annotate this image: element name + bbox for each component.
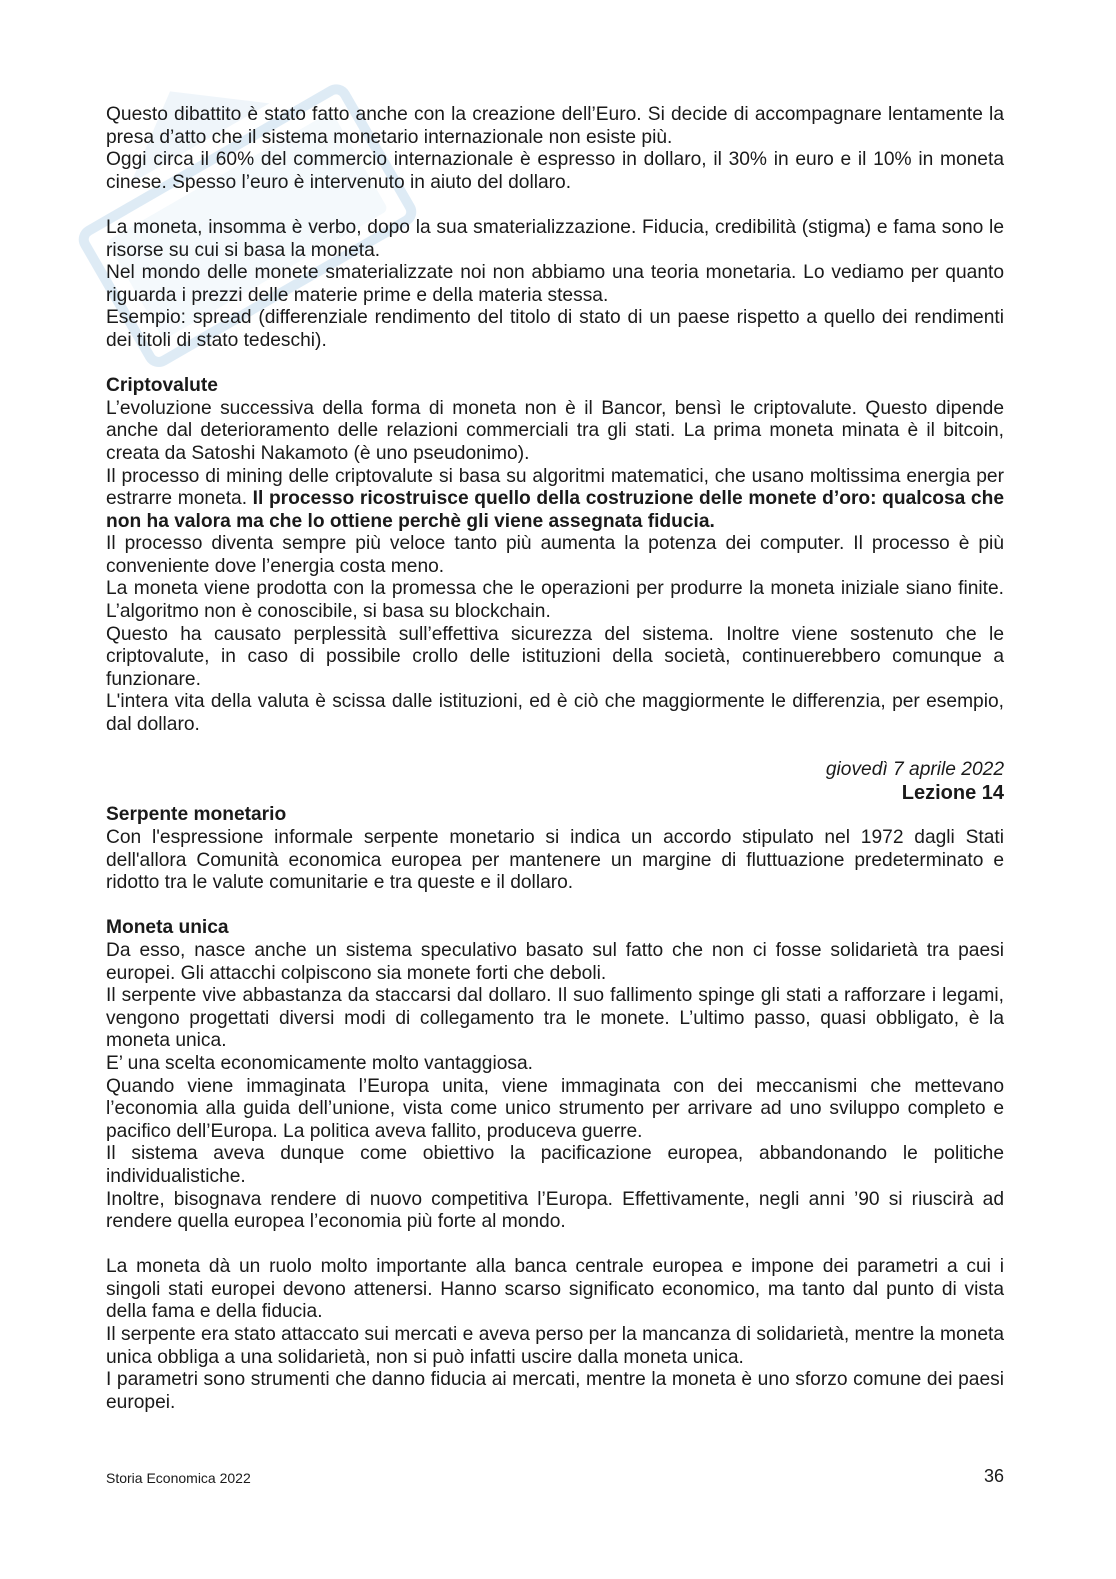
paragraph: I parametri sono strumenti che danno fiducia ai mercati, mentre la moneta è uno sforzo comune dei paesi europei. [106, 1369, 1004, 1413]
paragraph: Questo ha causato perplessità sull’effettiva sicurezza del sistema. Inoltre viene sostenuto che le criptovalute, in caso di possibile crollo delle istituzioni della società, continuerebbero comunque a funzionare. [106, 623, 1004, 690]
paragraph: Il sistema aveva dunque come obiettivo la pacificazione europea, abbandonando le politiche individualistiche. [106, 1143, 1004, 1187]
paragraph: Questo dibattito è stato fatto anche con la creazione dell’Euro. Si decide di accompagnare lentamente la presa d’atto che il sistema monetario internazionale non esiste più. [106, 104, 1004, 148]
paragraph: L’evoluzione successiva della forma di moneta non è il Bancor, bensì le criptovalute. Questo dipende anche dal deterioramento delle relazioni commerciali tra gli stati. La prima moneta minata è il bitcoin, creata da Satoshi Nakamoto (è uno pseudonimo). [106, 397, 1004, 464]
lesson-date: giovedì 7 aprile 2022 [825, 759, 1004, 781]
paragraph: E’ una scelta economicamente molto vantaggiosa. [106, 1052, 533, 1074]
paragraph-text: Il processo di mining delle criptovalute si basa su algoritmi matematici, che usano moltissima energia per estrarre moneta. [106, 465, 1004, 510]
paragraph: La moneta, insomma è verbo, dopo la sua smaterializzazione. Fiducia, credibilità (stigma) e fama sono le risorse su cui si basa la moneta. [106, 216, 1004, 261]
paragraph: Il processo diventa sempre più veloce tanto più aumenta la potenza dei computer. Il processo è più conveniente dove l’energia costa meno. [106, 533, 1004, 577]
paragraph: Inoltre, bisognava rendere di nuovo competitiva l’Europa. Effettivamente, negli anni ’90 si riuscirà ad rendere quella europea l’economia più forte al mondo. [106, 1188, 1004, 1233]
paragraph [106, 466, 1004, 534]
paragraph: Quando viene immaginata l’Europa unita, viene immaginata con dei meccanismi che mettevano l’economia alla guida dell’unione, vista come unico strumento per arrivare ad uno sviluppo completo e pacifico dell’Europa. La politica aveva fallito, produceva guerre. [106, 1075, 1004, 1142]
bold-statement: Il processo ricostruisce quello della costruzione delle monete d’oro: qualcosa che non ha valora ma che lo ottiene perchè gli viene assegnata fiducia. [106, 488, 1004, 532]
paragraph: Con l'espressione informale serpente monetario si indica un accordo stipulato nel 1972 dagli Stati dell'allora Comunità economica europea per mantenere un margine di fluttuazione predeterminato e ridotto tra le valute comunitarie e tra queste e il dollaro. [106, 827, 1004, 894]
paragraph: La moneta viene prodotta con la promessa che le operazioni per produrre la moneta iniziale siano finite. L’algoritmo non è conoscibile, si basa su blockchain. [106, 578, 1004, 623]
paragraph: La moneta dà un ruolo molto importante alla banca centrale europea e impone dei parametri a cui i singoli stati europei devono attenersi. Hanno scarso significato economico, ma tanto dal punto di vista della fama e della fiducia. [106, 1256, 1004, 1323]
section-heading-criptovalute: Criptovalute [106, 375, 218, 397]
paragraph: Oggi circa il 60% del commercio internazionale è espresso in dollaro, il 30% in euro e il 10% in moneta cinese. Spesso l’euro è intervenuto in aiuto del dollaro. [106, 149, 1004, 193]
paragraph: Il serpente vive abbastanza da staccarsi dal dollaro. Il suo fallimento spinge gli stati a rafforzare i legami, vengono progettati diversi modi di collegamento tra le monete. L’ultimo passo, quasi obbligato, è la moneta unica. [106, 985, 1004, 1052]
document-body [106, 104, 1004, 1414]
page-number: 36 [983, 1466, 1004, 1486]
lesson-title: Lezione 14 [901, 781, 1004, 804]
footer-title: Storia Economica 2022 [106, 1470, 251, 1486]
section-heading-moneta-unica: Moneta unica [106, 917, 229, 939]
section-heading-serpente: Serpente monetario [106, 804, 287, 826]
paragraph: Da esso, nasce anche un sistema speculativo basato sul fatto che non ci fosse solidarietà tra paesi europei. Gli attacchi colpiscono sia monete forti che deboli. [106, 939, 1004, 984]
paragraph: Nel mondo delle monete smaterializzate noi non abbiamo una teoria monetaria. Lo vediamo per quanto riguarda i prezzi delle materie prime e della materia stessa. [106, 262, 1004, 306]
paragraph: Esempio: spread (differenziale rendimento del titolo di stato di un paese rispetto a quello dei rendimenti dei titoli di stato tedeschi). [106, 307, 1004, 351]
paragraph: L'intera vita della valuta è scissa dalle istituzioni, ed è ciò che maggiormente le differenzia, per esempio, dal dollaro. [106, 691, 1004, 736]
paragraph: Il serpente era stato attaccato sui mercati e aveva perso per la mancanza di solidarietà, mentre la moneta unica obbliga a una solidarietà, non si può infatti uscire dalla moneta unica. [106, 1324, 1004, 1368]
